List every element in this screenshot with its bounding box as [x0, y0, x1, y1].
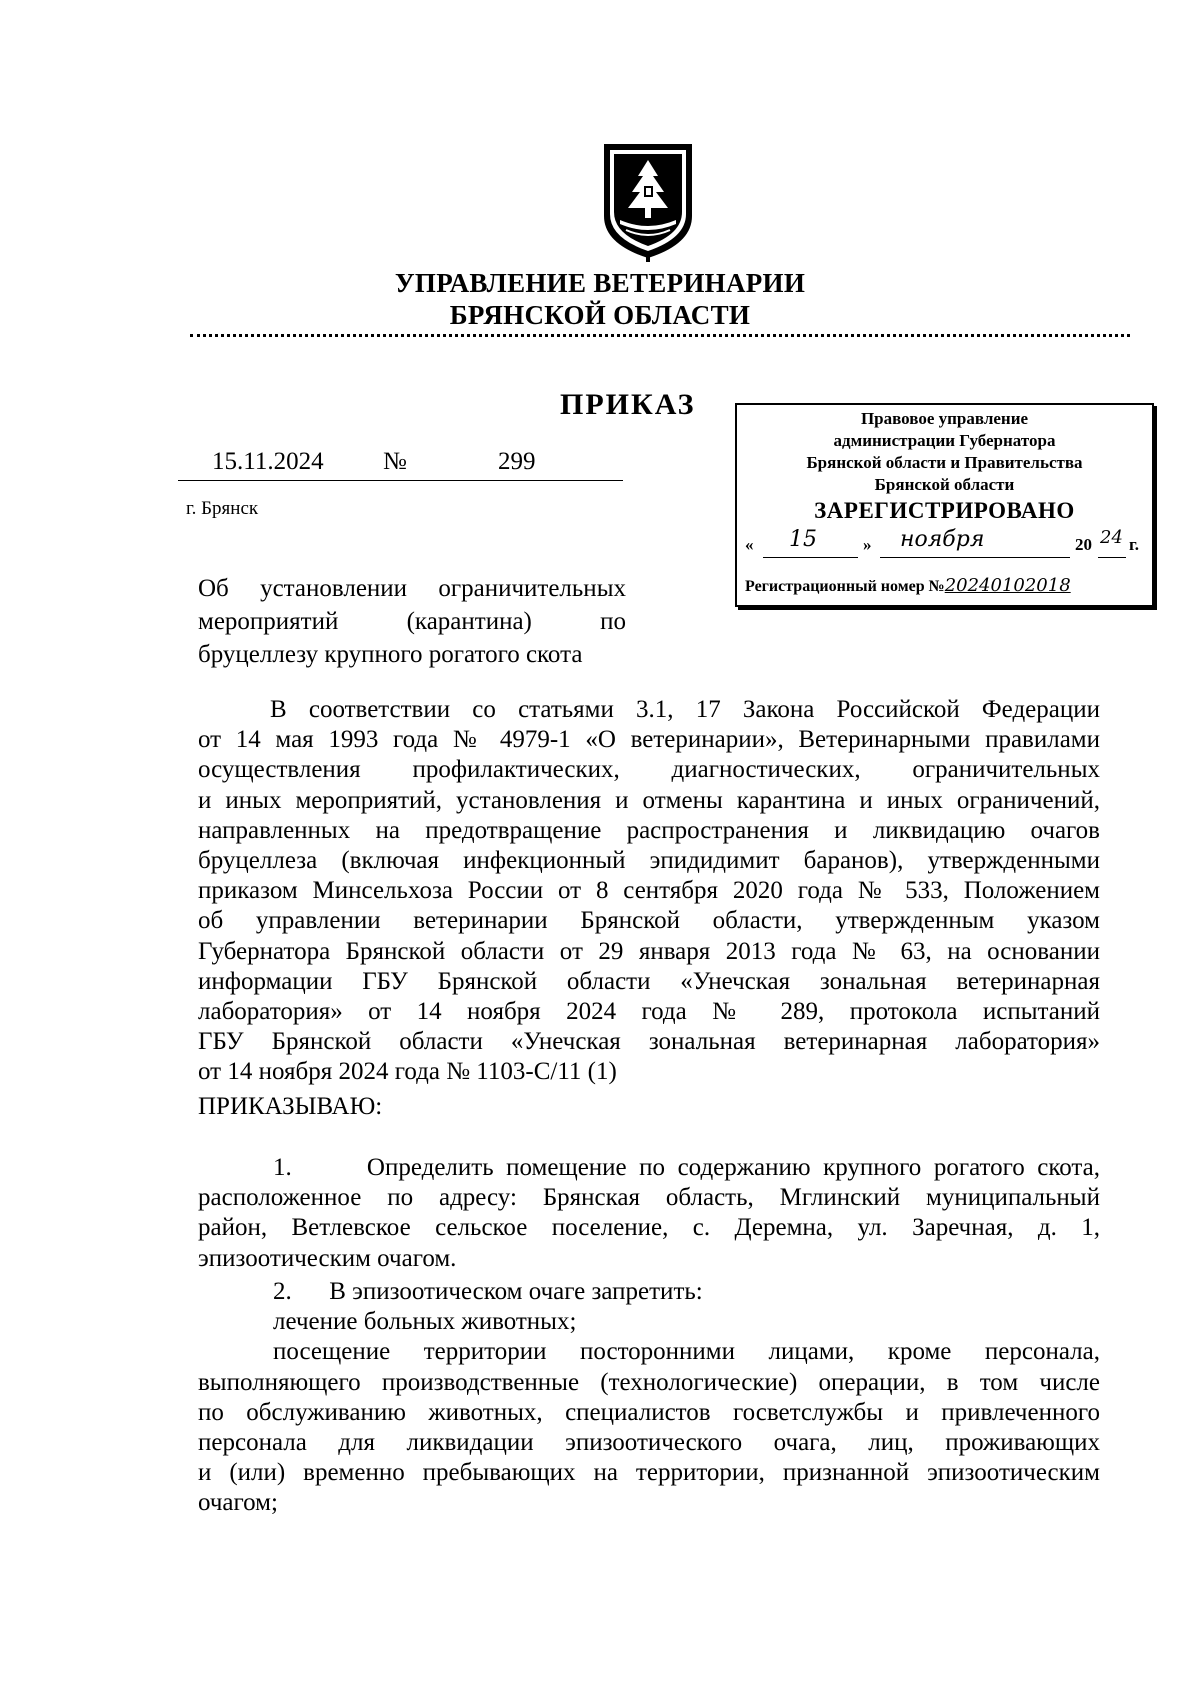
subject-line: мероприятий (карантина) по [198, 608, 626, 635]
text-line: лечение больных животных; [273, 1308, 577, 1336]
text-line: лаборатория» от 14 ноября 2024 года № 289, протокола испытаний [198, 998, 1100, 1026]
text-line: В соответствии со статьями 3.1, 17 Закона Российской Федерации [270, 696, 1100, 723]
text-line: направленных на предотвращение распространения и ликвидацию очагов [198, 816, 1100, 844]
text-line: от 14 мая 1993 года № 4979-1 «О ветеринарии», Ветеринарными правилами [198, 726, 1100, 754]
stamp-year-underline [1098, 557, 1126, 558]
text-line: по обслуживанию животных, специалистов госветслужбы и привлеченного [198, 1398, 1100, 1426]
order-subject [198, 572, 626, 671]
preamble-paragraph [198, 695, 1100, 1088]
stamp-year-unit: г. [1129, 535, 1140, 554]
text-line: об управлении ветеринарии Брянской области, утвержденным указом [198, 907, 1100, 935]
text-line: осуществления профилактических, диагностических, ограничительных [198, 756, 1100, 784]
order-number: 299 [498, 448, 536, 475]
text-line: от 14 ноября 2024 года № 1103-С/11 (1) [198, 1058, 617, 1086]
stamp-status: ЗАРЕГИСТРИРОВАНО [814, 498, 1075, 523]
registration-stamp [735, 403, 1154, 607]
stamp-day-underline [763, 557, 858, 558]
text-line: бруцеллеза (включая инфекционный эпидидимит баранов), утвержденными [198, 847, 1100, 875]
stamp-regno-value: 20240102018 [944, 575, 1071, 596]
text-line: 2. В эпизоотическом очаге запретить: [273, 1278, 703, 1305]
org-name-line2: БРЯНСКОЙ ОБЛАСТИ [449, 300, 751, 330]
subject-line: бруцеллезу крупного рогатого скота [198, 641, 583, 668]
text-line: приказом Минсельхоза России от 8 сентября 2020 года № 533, Положением [198, 877, 1100, 905]
order-city: г. Брянск [186, 498, 259, 519]
text-line: информации ГБУ Брянской области «Унечская зональная ветеринарная [198, 967, 1100, 995]
text-line: выполняющего производственные (технологические) операции, в том числе [198, 1368, 1100, 1396]
date-number-line [178, 448, 623, 481]
stamp-quote-close: » [863, 535, 872, 554]
stamp-line2: администрации Губернатора [833, 431, 1056, 450]
text-line: и иных мероприятий, установления и отмены карантина и иных ограничений, [198, 786, 1100, 814]
dotted-divider [190, 334, 1130, 337]
subject-line: Об установлении ограничительных [198, 575, 626, 602]
stamp-year-prefix: 20 [1075, 535, 1092, 554]
stamp-year-suffix: 24 [1100, 527, 1123, 548]
text-line: ГБУ Брянской области «Унечская зональная ветеринарная лаборатория» [198, 1028, 1100, 1056]
text-line: эпизоотическим очагом. [198, 1244, 457, 1272]
order-date: 15.11.2024 [212, 448, 324, 475]
text-line: и (или) временно пребывающих на территории, признанной эпизоотическим [198, 1459, 1100, 1487]
stamp-quote-open: « [745, 535, 754, 554]
stamp-month-underline [880, 557, 1070, 558]
org-name-line1: УПРАВЛЕНИЕ ВЕТЕРИНАРИИ [394, 268, 806, 298]
stamp-line4: Брянской области [874, 475, 1015, 494]
coat-of-arms-emblem [600, 140, 696, 262]
text-line: район, Ветлевское сельское поселение, с. Деремна, ул. Заречная, д. 1, [198, 1214, 1100, 1242]
text-line: Губернатора Брянской области от 29 января 2013 года № 63, на основании [198, 937, 1100, 965]
order-item-1 [198, 1153, 1100, 1274]
stamp-registration-number [745, 575, 1150, 596]
document-title: ПРИКАЗ [560, 388, 696, 421]
stamp-month: ноября [900, 527, 985, 552]
order-number-label: № [383, 448, 407, 475]
order-item-2 [198, 1277, 1100, 1519]
text-line: посещение территории посторонними лицами, кроме персонала, [273, 1338, 1100, 1366]
stamp-date [745, 527, 1145, 561]
text-line: расположенное по адресу: Брянская область, Мглинский муниципальный [198, 1184, 1100, 1212]
stamp-regno-label: Регистрационный номер № [745, 578, 945, 595]
order-directive-word: ПРИКАЗЫВАЮ: [198, 1093, 383, 1120]
text-line: очагом; [198, 1489, 278, 1517]
stamp-day: 15 [789, 527, 817, 552]
text-line: 1. Определить помещение по содержанию крупного рогатого скота, [273, 1154, 1100, 1181]
stamp-line1: Правовое управление [860, 409, 1029, 428]
text-line: персонала для ликвидации эпизоотического очага, лиц, проживающих [198, 1429, 1100, 1457]
stamp-line3: Брянской области и Правительства [806, 453, 1083, 472]
